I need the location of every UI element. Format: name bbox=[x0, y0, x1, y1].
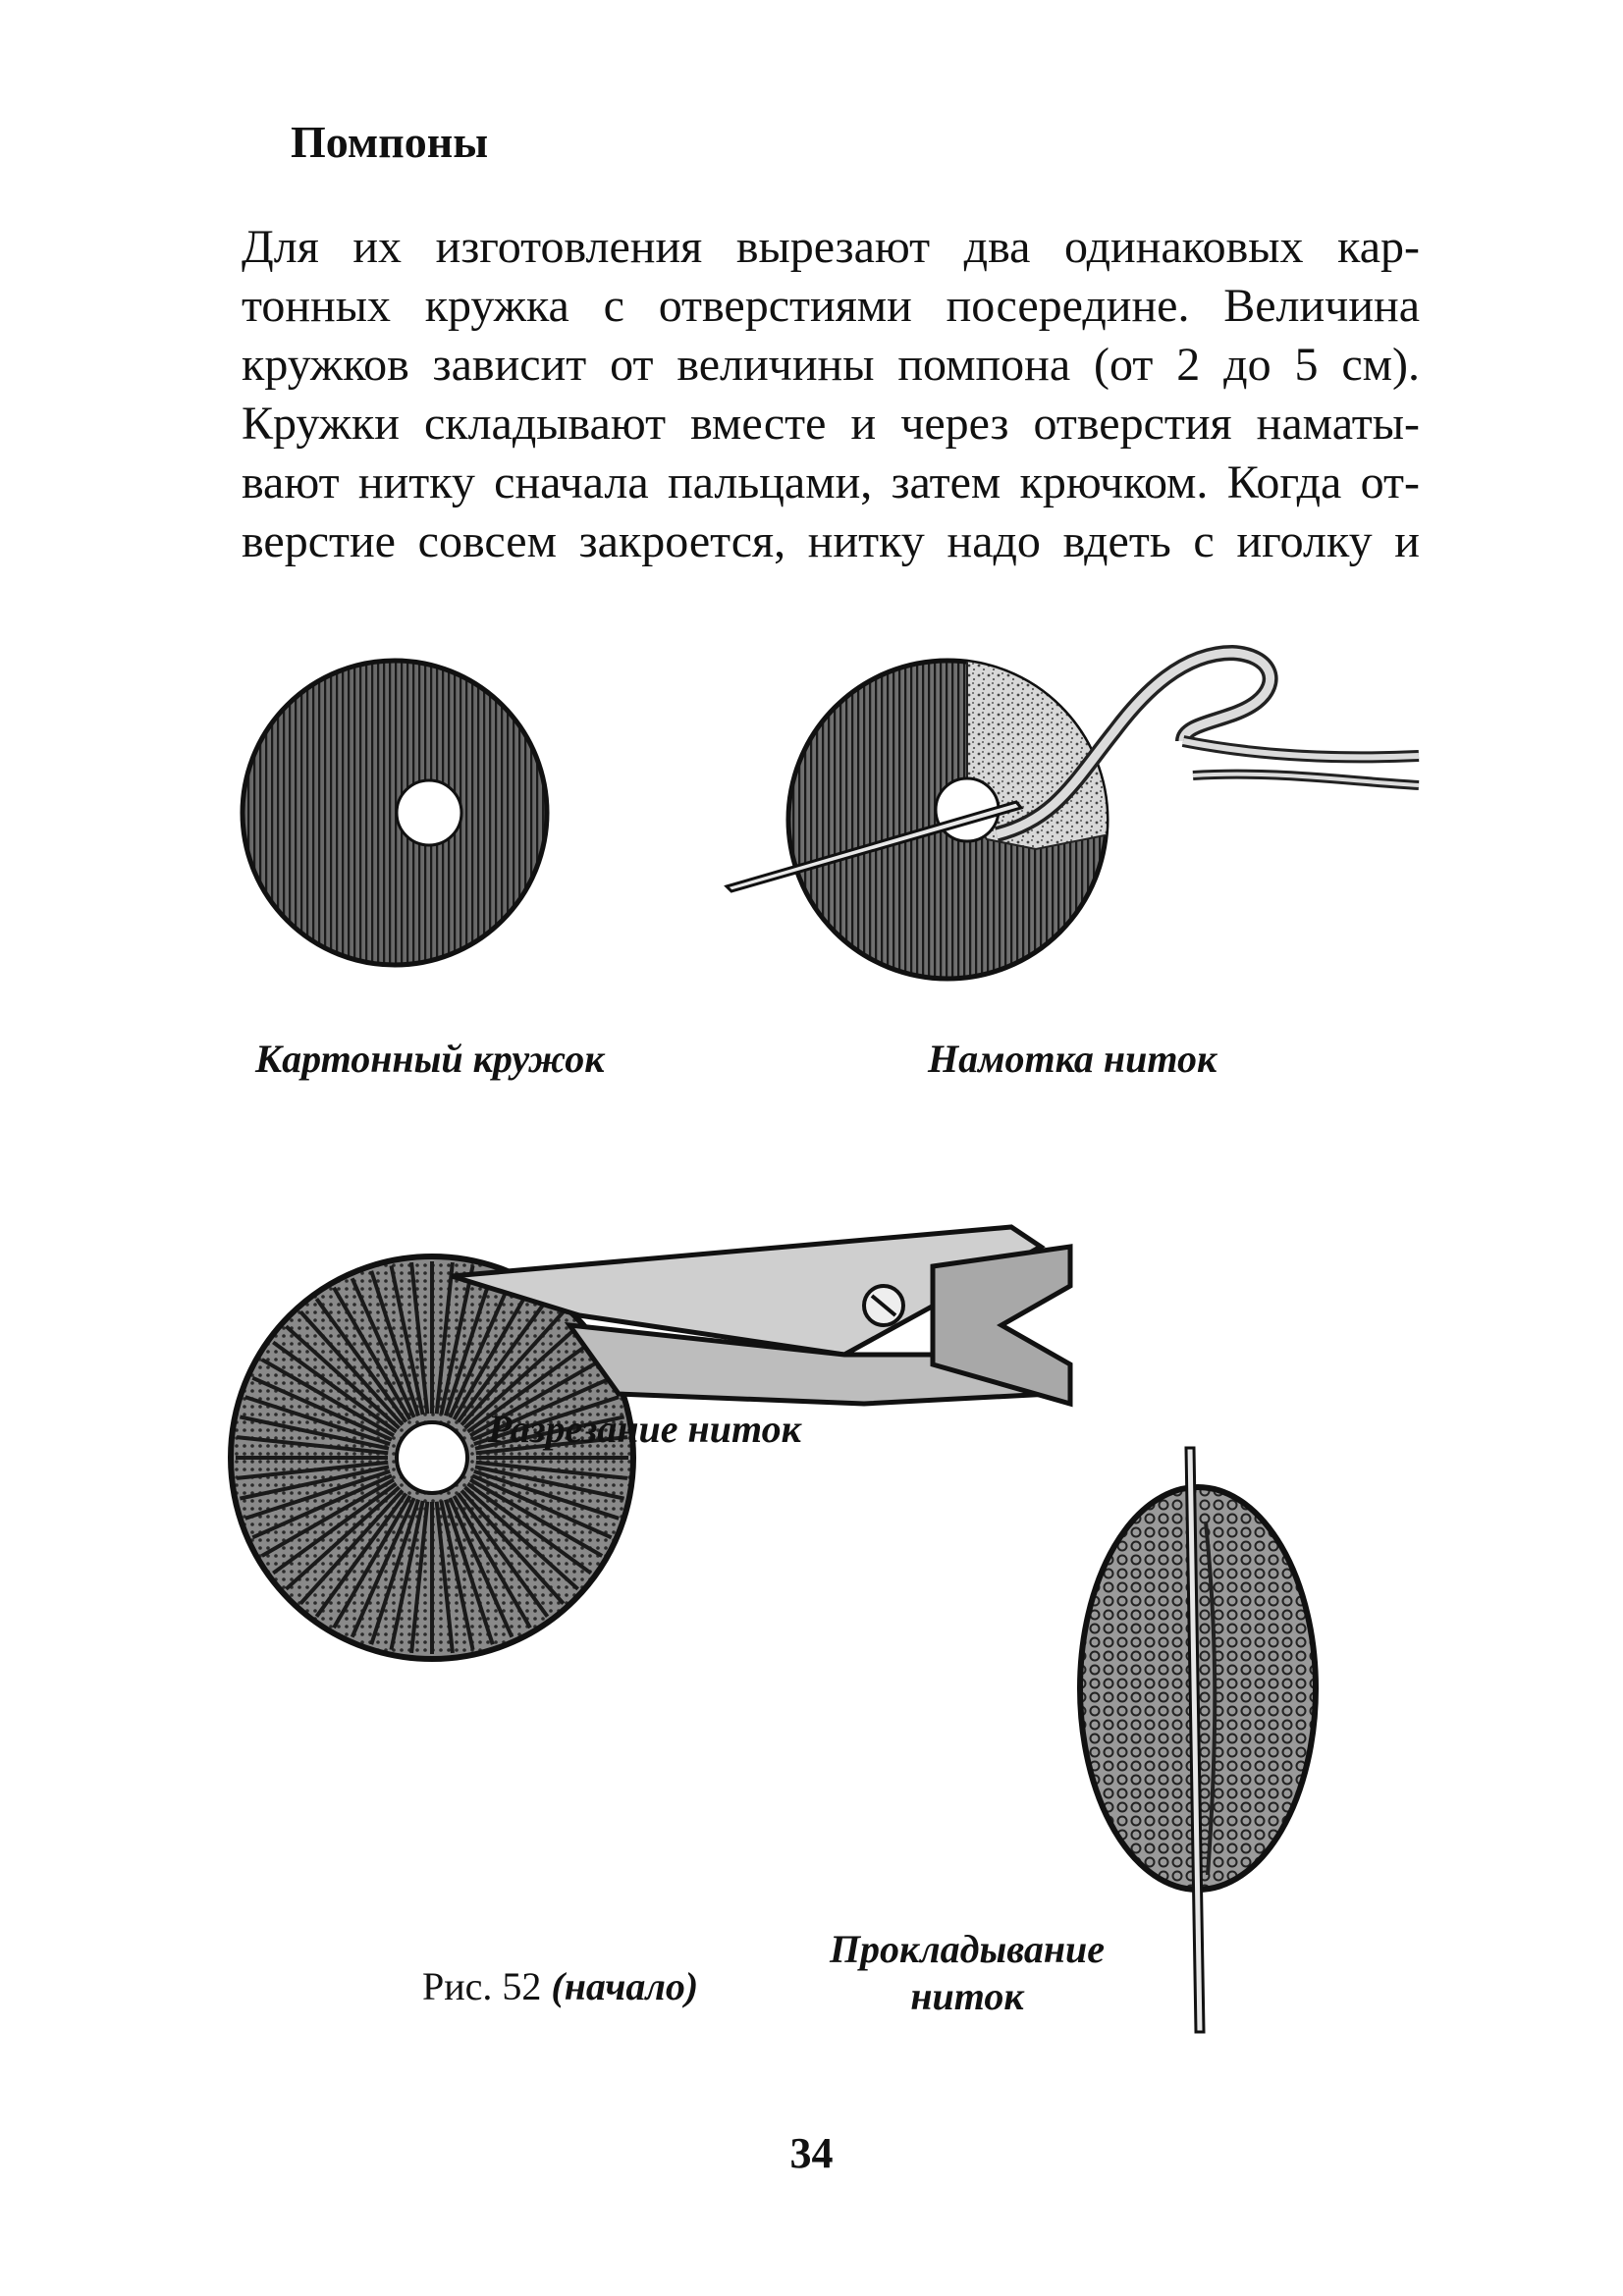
section-heading: Помпоны bbox=[291, 117, 489, 167]
paragraph-line: Кружки складывают вместе и через отверстия наматы- bbox=[242, 398, 1420, 450]
caption-cardboard-circle: Картонный кружок bbox=[255, 1037, 605, 1081]
paragraph-line: тонных кружка с отверстиями посередине. Величина bbox=[242, 280, 1420, 332]
caption-winding: Намотка ниток bbox=[928, 1037, 1217, 1081]
caption-laying-line: ниток bbox=[910, 1974, 1024, 2018]
thread-winding-illustration bbox=[722, 614, 1429, 1036]
body-paragraph bbox=[242, 218, 1420, 571]
caption-laying-line: Прокладывание bbox=[829, 1927, 1106, 1971]
caption-cutting: Разрезание ниток bbox=[488, 1407, 801, 1451]
figure-note: (начало) bbox=[551, 1964, 699, 2008]
paragraph-line: кружков зависит от величины помпона (от 2 до 5 см). bbox=[242, 339, 1420, 391]
paragraph-line: вают нитку сначала пальцами, затем крючком. Когда от- bbox=[242, 456, 1420, 508]
caption-laying bbox=[820, 1926, 1114, 2020]
paragraph-line: Для их изготовления вырезают два одинаковых кар- bbox=[242, 221, 1420, 273]
paragraph-line: верстие совсем закроется, нитку надо вдеть с иголку и bbox=[242, 515, 1420, 567]
page-number: 34 bbox=[789, 2129, 834, 2177]
cardboard-circle-illustration bbox=[236, 633, 560, 996]
figure-number: Рис. 52 bbox=[422, 1964, 542, 2008]
figure-label bbox=[422, 1963, 698, 2009]
